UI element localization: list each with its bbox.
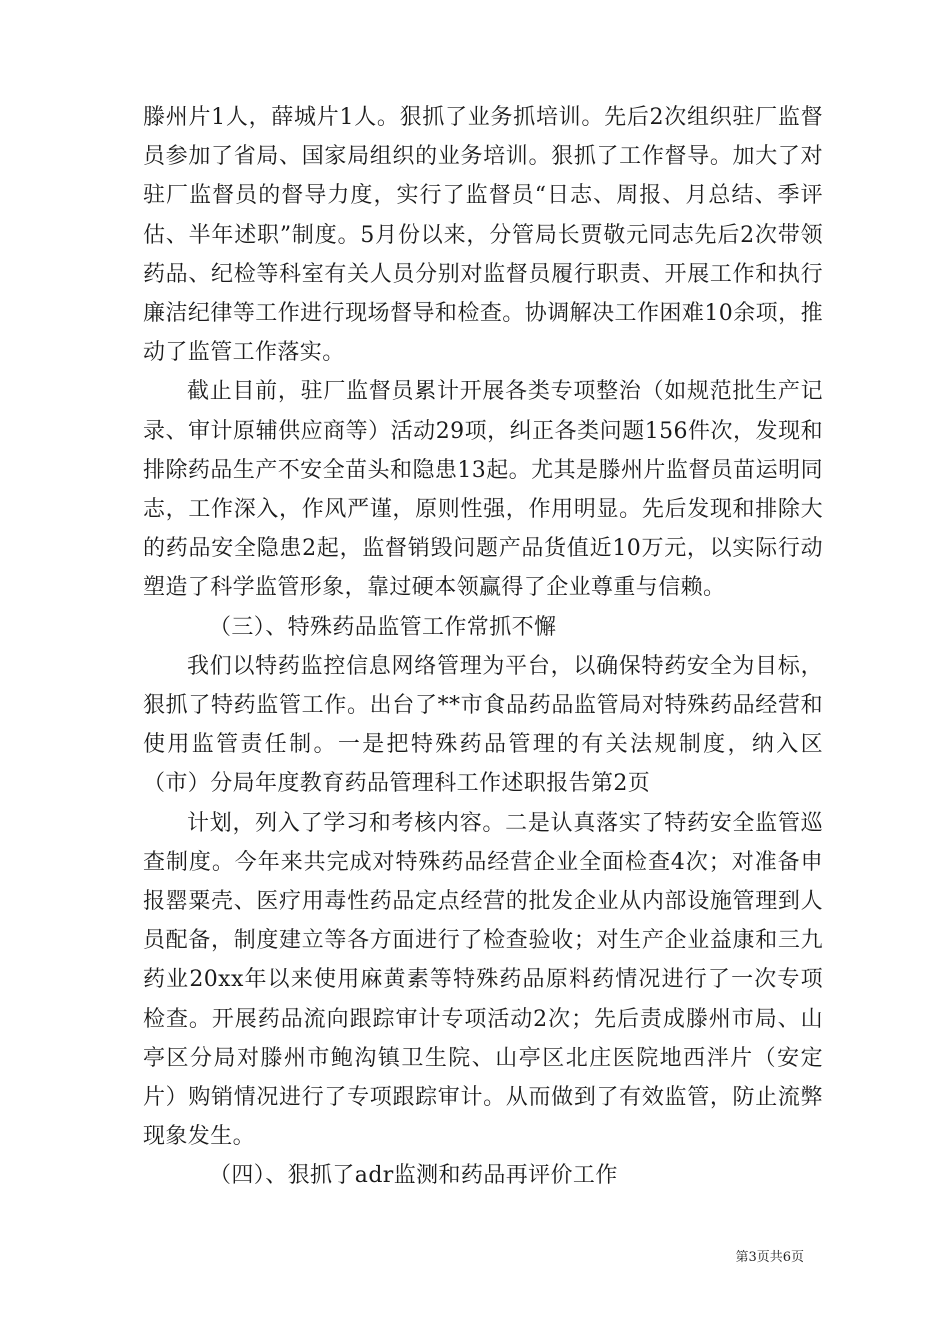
paragraph-supervision-training: 滕州片1人，薛城片1人。狠抓了业务抓培训。先后2次组织驻厂监督员参加了省局、国家局组织的业务培训。狠抓了工作督导。加大了对驻厂监督员的督导力度，实行了监督员“日志、周报、月总结、季评估、半年述职”制度。5月份以来，分管局长贾敬元同志先后2次带领药品、纪检等科室有关人员分别对监督员履行职责、开展工作和执行廉洁纪律等工作进行现场督导和检查。协调解决工作困难10余项，推动了监管工作落实。 (143, 105, 823, 366)
paragraph-rectification-results: 截止目前，驻厂监督员累计开展各类专项整治（如规范批生产记录、审计原辅供应商等）活动29项，纠正各类问题156件次，发现和排除药品生产不安全苗头和隐患13起。尤其是滕州片监督员苗运明同志，工作深入，作风严谨，原则性强，作用明显。先后发现和排除大的药品安全隐患2起，监督销毁问题产品货值近10万元，以实际行动塑造了科学监管形象，靠过硬本领赢得了企业尊重与信赖。 (143, 379, 823, 601)
section-heading-adr-monitoring: （四）、狠抓了adr监测和药品再评价工作 (209, 1163, 618, 1189)
page-number-footer: 第3页共6页 (735, 1250, 804, 1265)
document-body (143, 98, 823, 1196)
section-heading-special-drugs: （三）、特殊药品监管工作常抓不懈 (209, 614, 557, 640)
paragraph-special-drug-inspection: 计划，列入了学习和考核内容。二是认真落实了特药安全监管巡查制度。今年来共完成对特殊药品经营企业全面检查4次；对准备申报罂粟壳、医疗用毒性药品定点经营的批发企业从内部设施管理到人员配备，制度建立等各方面进行了检查验收；对生产企业益康和三九药业20xx年以来使用麻黄素等特殊药品原料药情况进行了一次专项检查。开展药品流向跟踪审计专项活动2次；先后责成滕州市局、山亭区分局对滕州市鲍沟镇卫生院、山亭区北庄医院地西泮片（安定片）购销情况进行了专项跟踪审计。从而做到了有效监管，防止流弊现象发生。 (143, 810, 823, 1150)
paragraph-special-drug-platform: 我们以特药监控信息网络管理为平台，以确保特药安全为目标，狠抓了特药监管工作。出台了**市食品药品监管局对特殊药品经营和使用监管责任制。一是把特殊药品管理的有关法规制度，纳入区（市）分局年度教育药品管理科工作述职报告第2页 (143, 653, 823, 797)
